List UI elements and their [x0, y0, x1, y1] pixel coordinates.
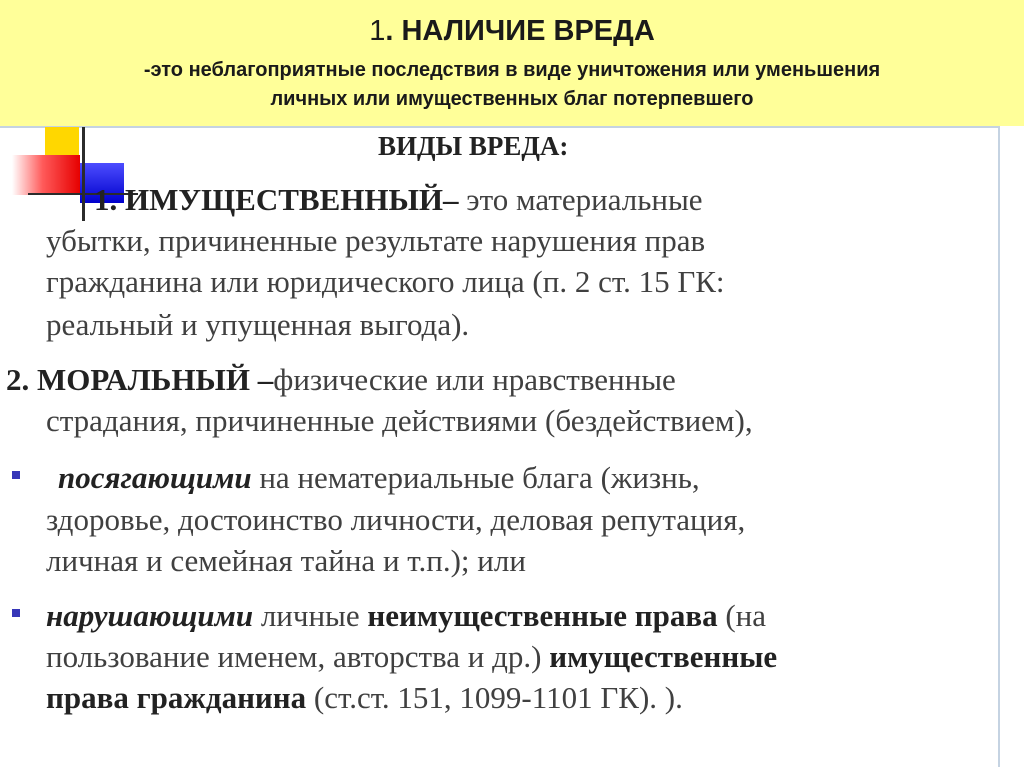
- item2-label: 2. МОРАЛЬНЫЙ –: [6, 362, 274, 397]
- section-heading: ВИДЫ ВРЕДА:: [378, 131, 569, 161]
- title-text: . НАЛИЧИЕ ВРЕДА: [385, 15, 655, 47]
- bullet-marker: [12, 609, 20, 617]
- bullet1-line2: здоровье, достоинство личности, деловая репутация,: [46, 502, 746, 537]
- bullet2-emphasis: нарушающими: [46, 598, 254, 633]
- bullet-marker: [12, 471, 20, 479]
- item1-label: 1. ИМУЩЕСТВЕННЫЙ–: [94, 182, 459, 217]
- item2-line1: 2. МОРАЛЬНЫЙ –физические или нравственные: [6, 362, 676, 397]
- item2-line2: страдания, причиненные действиями (бездействием),: [46, 403, 753, 438]
- item1-line3: гражданина или юридического лица (п. 2 ст. 15 ГК:: [46, 264, 725, 299]
- item1-line1: 1. ИМУЩЕСТВЕННЫЙ– это материальные: [94, 182, 703, 217]
- bullet2-line1: нарушающими личные неимущественные права (на: [46, 598, 767, 633]
- bullet1-emphasis: посягающими: [58, 460, 252, 495]
- bullet2-line2: пользование именем, авторства и др.) имущественные: [46, 639, 778, 674]
- slide-header: [0, 0, 1024, 126]
- bullet2-line3: права гражданина (ст.ст. 151, 1099-1101 ГК). ).: [46, 680, 683, 715]
- right-divider: [998, 126, 1000, 767]
- title-number: 1: [369, 15, 386, 47]
- header-divider: [0, 126, 1000, 128]
- red-square: [12, 155, 80, 195]
- vertical-line: [82, 127, 85, 221]
- subtitle-line-2: личных или имущественных благ потерпевшего: [270, 88, 754, 110]
- bullet1-line1: посягающими на нематериальные блага (жизнь,: [58, 460, 700, 495]
- item1-line2: убытки, причиненные результате нарушения прав: [46, 223, 706, 258]
- bullet1-line3: личная и семейная тайна и т.п.); или: [46, 543, 526, 578]
- item1-line4: реальный и упущенная выгода).: [46, 307, 470, 342]
- subtitle-line-1: -это неблагоприятные последствия в виде уничтожения или уменьшения: [143, 59, 881, 81]
- slide-title: [0, 14, 1024, 48]
